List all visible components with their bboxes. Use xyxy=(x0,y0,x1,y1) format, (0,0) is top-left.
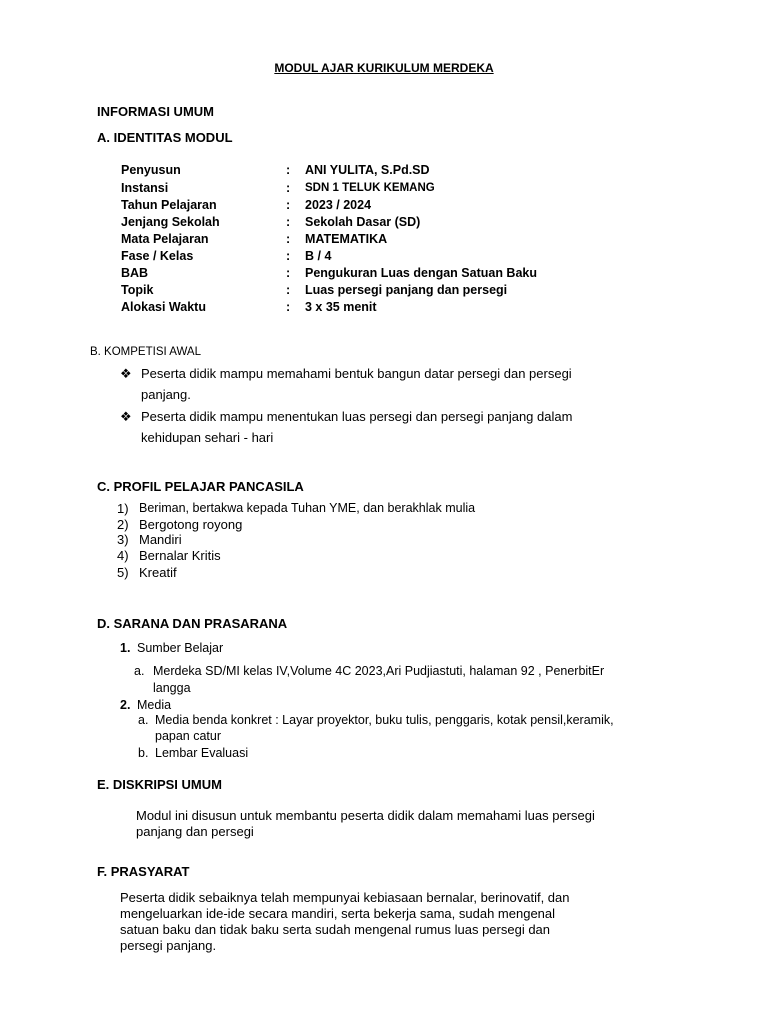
profil-item-text: Beriman, bertakwa kepada Tuhan YME, dan berakhlak mulia xyxy=(139,501,476,515)
identitas-label: BAB xyxy=(121,266,149,280)
prasyarat-heading: F. PRASYARAT xyxy=(97,864,190,879)
sarana-item: Sumber Belajar xyxy=(137,641,224,655)
profil-pelajar-heading: C. PROFIL PELAJAR PANCASILA xyxy=(97,479,304,494)
profil-item-number: 2) xyxy=(117,517,129,532)
kompetisi-bullet-line: Peserta didik mampu menentukan luas persegi dan persegi panjang dalam xyxy=(141,409,573,424)
identitas-colon: : xyxy=(286,300,291,314)
identitas-label: Tahun Pelajaran xyxy=(121,198,217,212)
sarana-number: 1. xyxy=(120,641,131,655)
diskripsi-umum-heading: E. DISKRIPSI UMUM xyxy=(97,777,222,792)
identitas-modul-heading: A. IDENTITAS MODUL xyxy=(97,130,233,145)
identitas-value: B / 4 xyxy=(305,249,332,263)
identitas-colon: : xyxy=(286,232,291,246)
identitas-value: Luas persegi panjang dan persegi xyxy=(305,283,508,297)
kompetisi-bullet-line: panjang. xyxy=(141,387,191,402)
identitas-label: Mata Pelajaran xyxy=(121,232,209,246)
profil-item-text: Kreatif xyxy=(139,565,177,580)
sarana-prasarana-heading: D. SARANA DAN PRASARANA xyxy=(97,616,288,631)
identitas-value: Pengukuran Luas dengan Satuan Baku xyxy=(305,266,537,280)
identitas-value: ANI YULITA, S.Pd.SD xyxy=(305,163,430,177)
identitas-colon: : xyxy=(286,283,291,297)
identitas-label: Fase / Kelas xyxy=(121,249,194,263)
identitas-colon: : xyxy=(286,215,291,229)
identitas-value: 3 x 35 menit xyxy=(305,300,377,314)
sarana-subitem-text: langga xyxy=(153,681,191,695)
sarana-number: 2. xyxy=(120,698,131,712)
sarana-subitem-letter: a. xyxy=(138,713,149,727)
profil-item-text: Bergotong royong xyxy=(139,517,243,532)
prasyarat-text-line: mengeluarkan ide-ide secara mandiri, serta bekerja sama, sudah mengenal xyxy=(120,906,556,921)
identitas-label: Penyusun xyxy=(121,163,181,177)
sarana-subitem-text: Merdeka SD/MI kelas IV,Volume 4C 2023,Ari Pudjiastuti, halaman 92 , PenerbitEr xyxy=(153,664,605,678)
sarana-subitem-text: Media benda konkret : Layar proyektor, buku tulis, penggaris, kotak pensil,keramik, xyxy=(155,713,614,727)
profil-item-text: Bernalar Kritis xyxy=(139,548,221,563)
identitas-label: Alokasi Waktu xyxy=(121,300,206,314)
diskripsi-text-line: Modul ini disusun untuk membantu peserta didik dalam memahami luas persegi xyxy=(136,808,595,823)
identitas-value: 2023 / 2024 xyxy=(305,198,372,212)
sarana-item: Media xyxy=(137,698,172,712)
identitas-label: Topik xyxy=(121,283,154,297)
sarana-subitem-letter: b. xyxy=(138,746,149,760)
identitas-colon: : xyxy=(286,163,291,177)
diamond-bullet-icon: ❖ xyxy=(120,409,132,424)
document-title: MODUL AJAR KURIKULUM MERDEKA xyxy=(274,61,494,75)
identitas-value: MATEMATIKA xyxy=(305,232,388,246)
diskripsi-text-line: panjang dan persegi xyxy=(136,824,254,839)
profil-item-text: Mandiri xyxy=(139,532,182,547)
profil-item-number: 4) xyxy=(117,548,129,563)
prasyarat-text-line: Peserta didik sebaiknya telah mempunyai kebiasaan bernalar, berinovatif, dan xyxy=(120,890,570,905)
identitas-colon: : xyxy=(286,181,291,195)
diamond-bullet-icon: ❖ xyxy=(120,366,132,381)
identitas-value: Sekolah Dasar (SD) xyxy=(305,215,421,229)
identitas-colon: : xyxy=(286,249,291,263)
kompetisi-bullet-line: Peserta didik mampu memahami bentuk bangun datar persegi dan persegi xyxy=(141,366,572,381)
kompetisi-awal-heading: B. KOMPETISI AWAL xyxy=(90,346,201,358)
prasyarat-text-line: persegi panjang. xyxy=(120,938,217,953)
identitas-colon: : xyxy=(286,266,291,280)
sarana-subitem-text: Lembar Evaluasi xyxy=(155,746,249,760)
sarana-subitem-letter: a. xyxy=(134,664,145,678)
informasi-umum-heading: INFORMASI UMUM xyxy=(97,104,214,119)
identitas-label: Instansi xyxy=(121,181,169,195)
profil-item-number: 5) xyxy=(117,565,129,580)
profil-item-number: 1) xyxy=(117,501,129,516)
identitas-colon: : xyxy=(286,198,291,212)
kompetisi-bullet-line: kehidupan sehari - hari xyxy=(141,430,274,445)
sarana-subitem-text: papan catur xyxy=(155,729,222,743)
prasyarat-text-line: satuan baku dan tidak baku serta sudah mengenal rumus luas persegi dan xyxy=(120,922,551,937)
identitas-value: SDN 1 TELUK KEMANG xyxy=(305,182,435,194)
profil-item-number: 3) xyxy=(117,532,129,547)
identitas-label: Jenjang Sekolah xyxy=(121,215,220,229)
